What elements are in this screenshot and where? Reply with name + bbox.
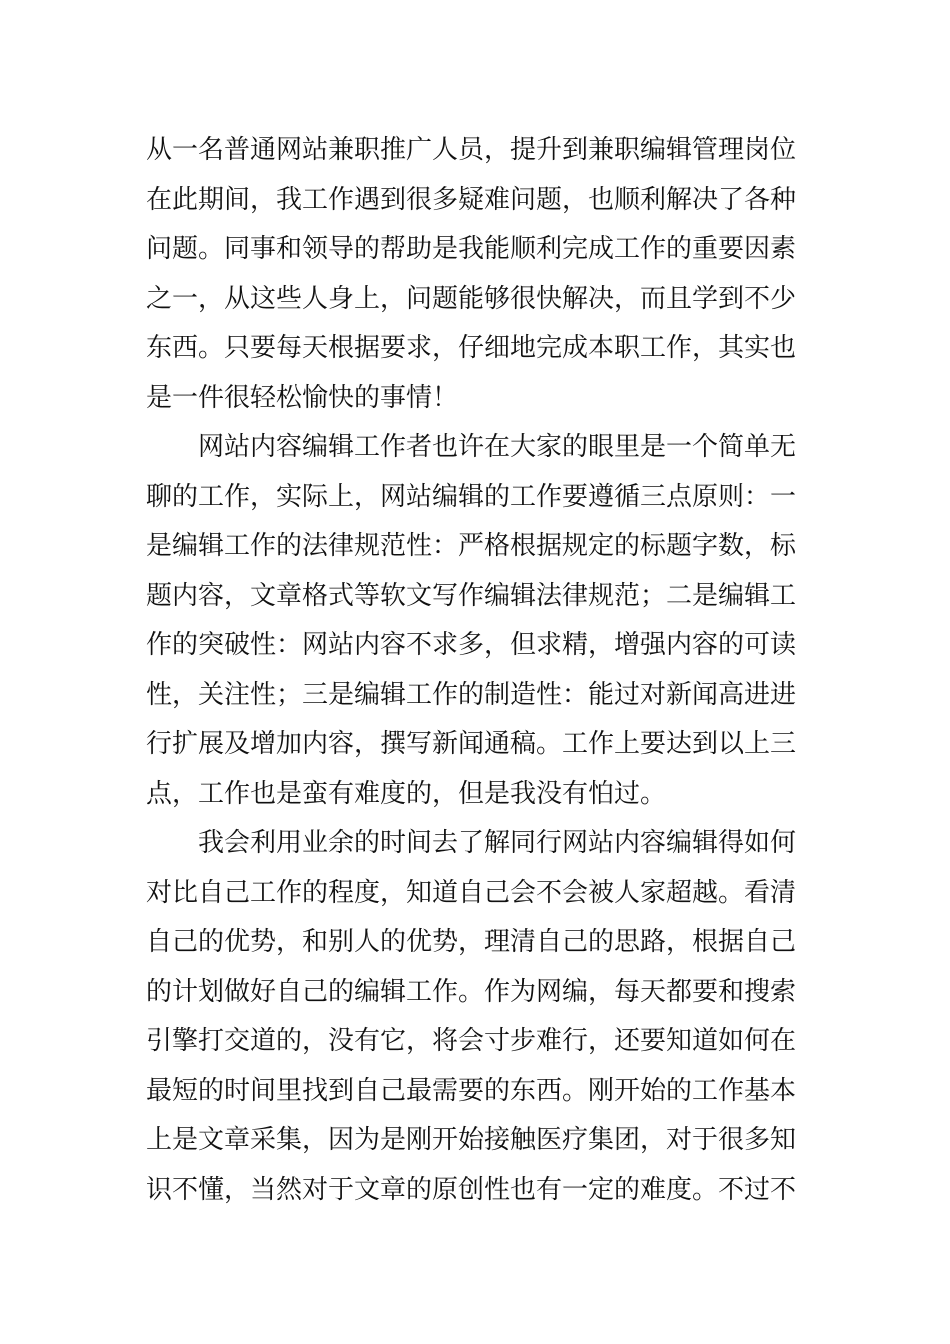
- text-line-15: 我会利用业余的时间去了解同行网站内容编辑得如何: [198, 828, 797, 858]
- text-line-14: 点，工作也是蛮有难度的，但是我没有怕过。: [146, 778, 667, 809]
- text-line-21: 上是文章采集，因为是刚开始接触医疗集团，对于很多知: [146, 1125, 797, 1155]
- text-line-18: 的计划做好自己的编辑工作。作为网编，每天都要和搜索: [146, 976, 797, 1007]
- text-line-11: 作的突破性：网站内容不求多，但求精，增强内容的可读: [146, 630, 797, 660]
- body-text: [146, 126, 806, 1215]
- text-line-7: 网站内容编辑工作者也许在大家的眼里是一个简单无: [198, 432, 797, 462]
- text-line-6: 是一件很轻松愉快的事情！: [146, 382, 459, 413]
- text-line-4: 之一，从这些人身上，问题能够很快解决，而且学到不少: [146, 283, 797, 314]
- text-line-9: 是编辑工作的法律规范性：严格根据规定的标题字数，标: [146, 531, 797, 561]
- text-line-10: 题内容，文章格式等软文写作编辑法律规范；二是编辑工: [146, 580, 797, 611]
- text-line-5: 东西。只要每天根据要求，仔细地完成本职工作，其实也: [146, 333, 797, 363]
- text-line-1: 从一名普通网站兼职推广人员，提升到兼职编辑管理岗位: [146, 135, 797, 165]
- text-line-16: 对比自己工作的程度，知道自己会不会被人家超越。看清: [146, 877, 797, 908]
- text-line-13: 行扩展及增加内容，撰写新闻通稿。工作上要达到以上三: [146, 729, 797, 759]
- text-line-17: 自己的优势，和别人的优势，理清自己的思路，根据自己: [146, 927, 797, 957]
- text-line-8: 聊的工作，实际上，网站编辑的工作要遵循三点原则：一: [146, 481, 797, 512]
- text-line-2: 在此期间，我工作遇到很多疑难问题，也顺利解决了各种: [146, 184, 797, 215]
- text-line-20: 最短的时间里找到自己最需要的东西。刚开始的工作基本: [146, 1075, 797, 1106]
- text-line-19: 引擎打交道的，没有它，将会寸步难行，还要知道如何在: [146, 1026, 797, 1056]
- text-line-12: 性，关注性；三是编辑工作的制造性：能过对新闻高进进: [146, 679, 797, 710]
- text-line-3: 问题。同事和领导的帮助是我能顺利完成工作的重要因素: [146, 234, 797, 264]
- text-line-22: 识不懂，当然对于文章的原创性也有一定的难度。不过不: [146, 1174, 797, 1205]
